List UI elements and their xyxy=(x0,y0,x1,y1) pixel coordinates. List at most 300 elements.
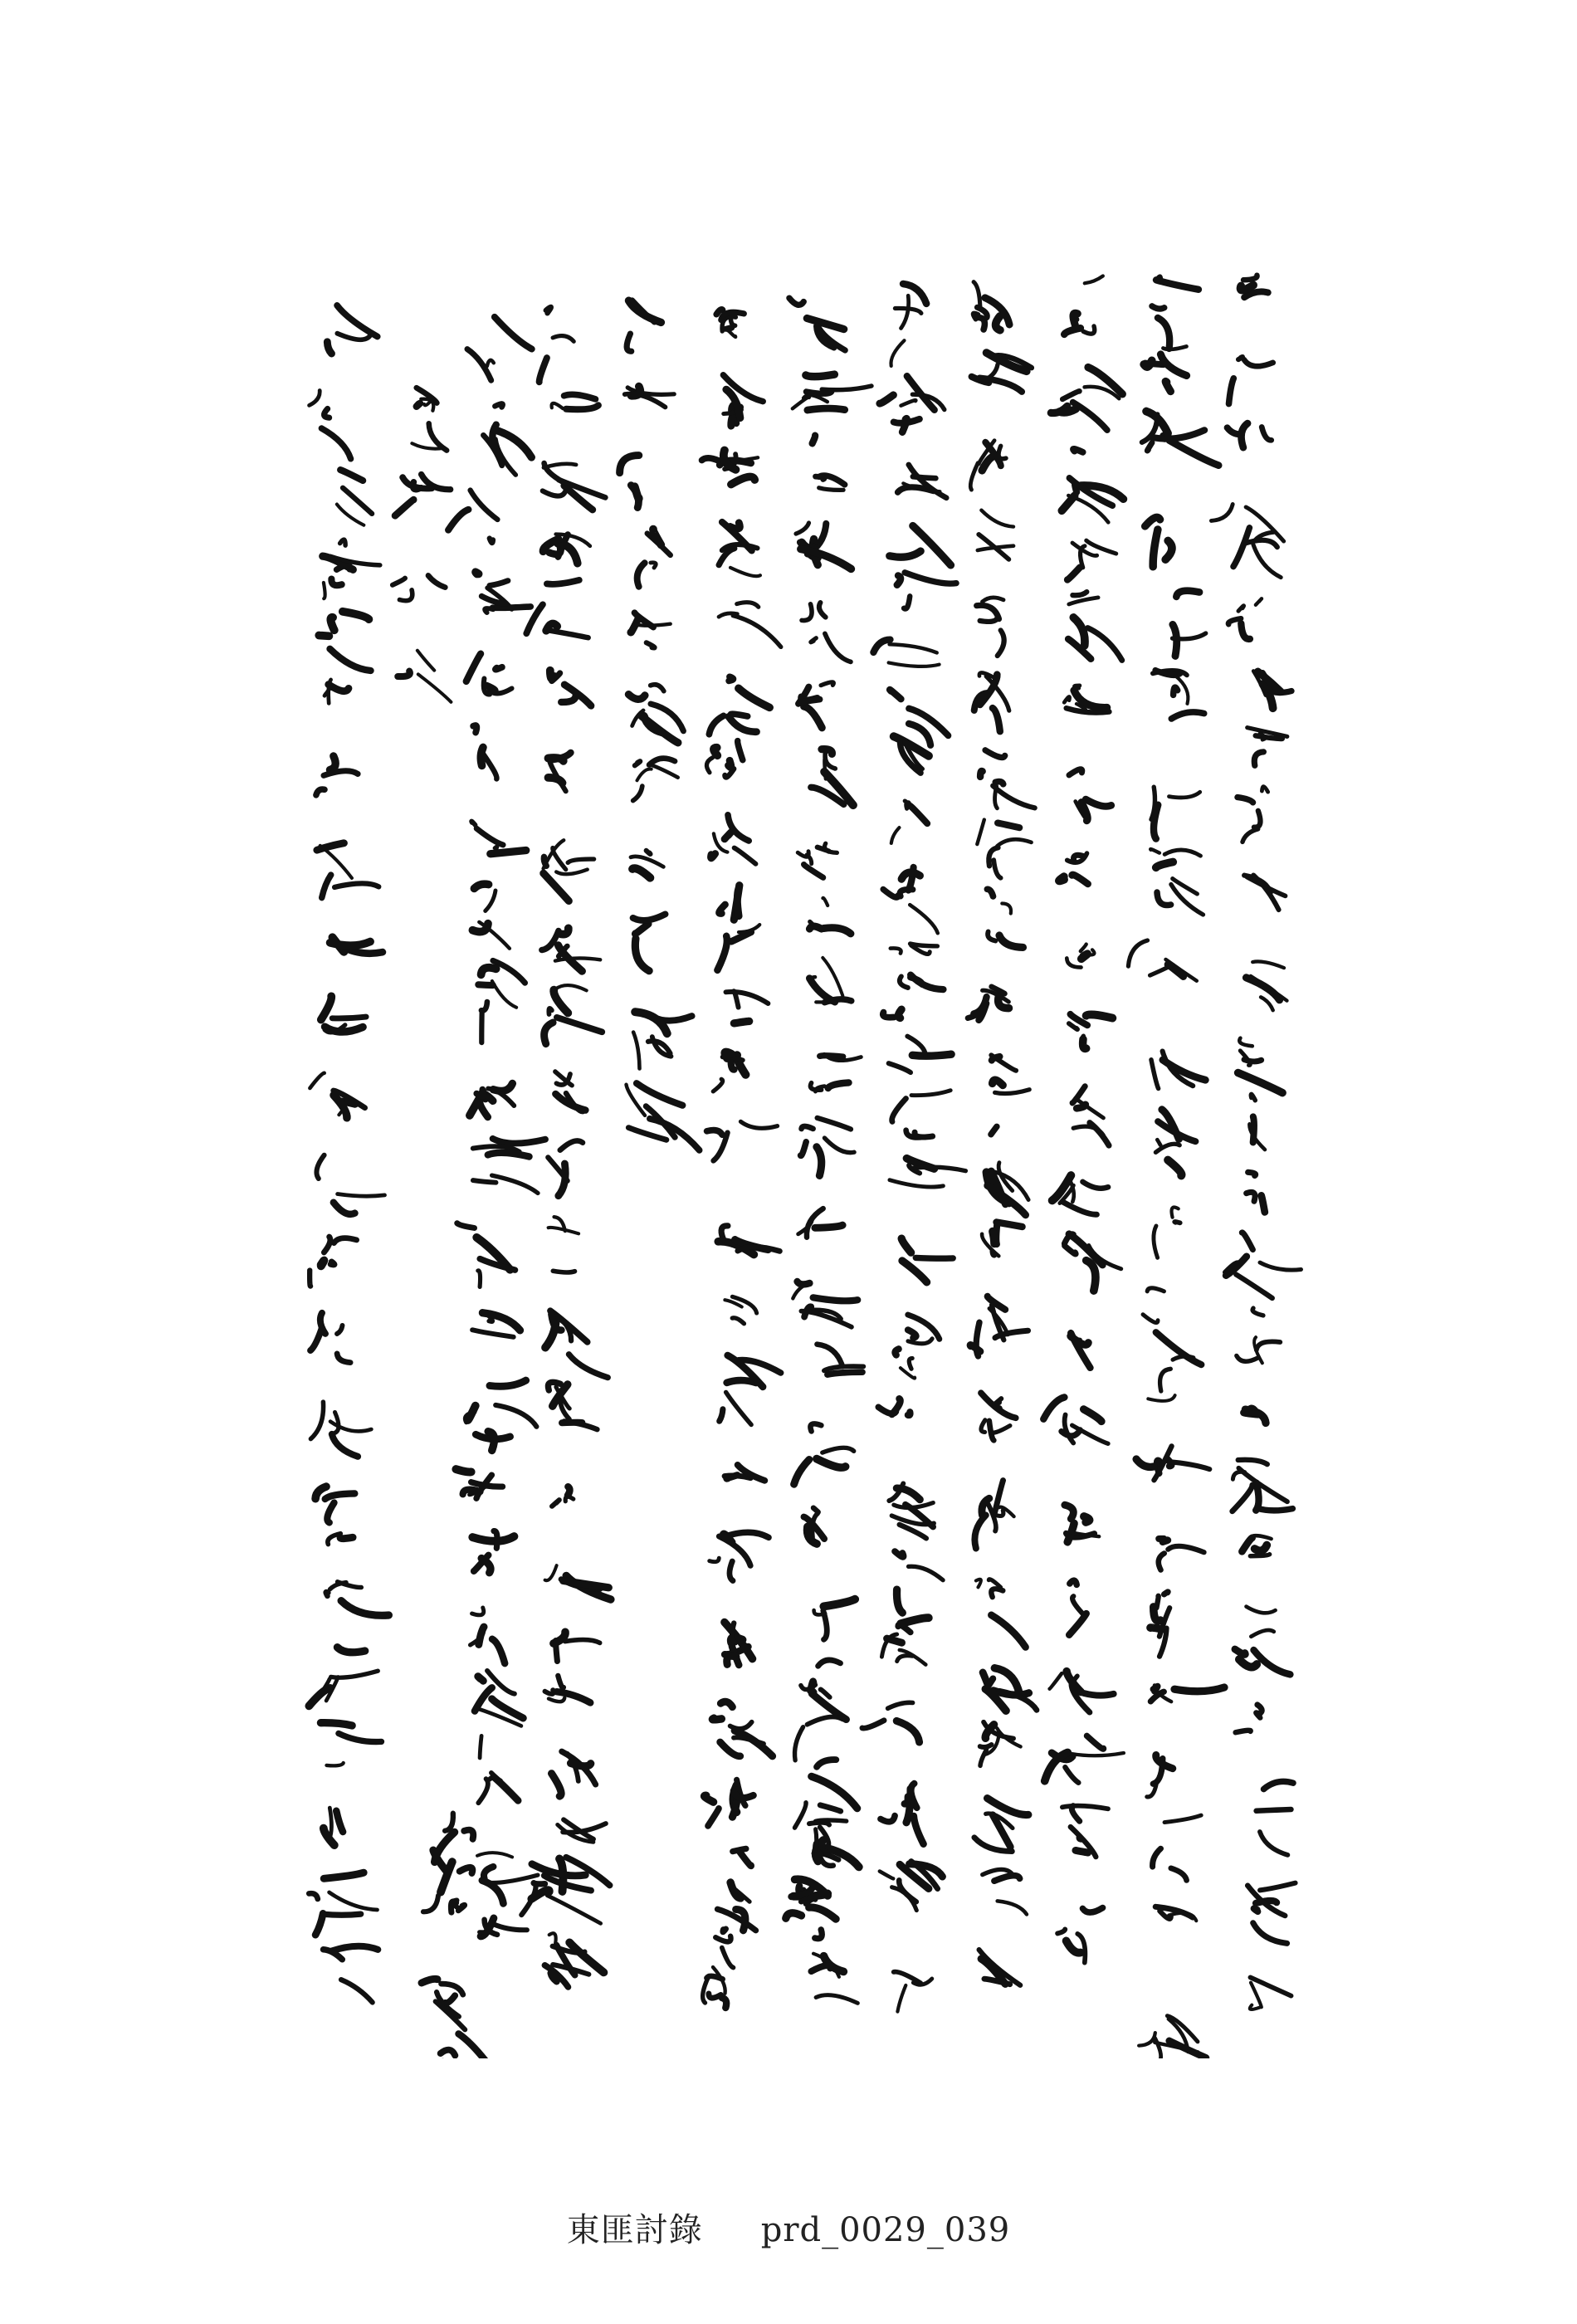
brush-stroke xyxy=(1153,1848,1161,1867)
brush-stroke xyxy=(633,914,666,920)
brush-stroke xyxy=(468,1406,476,1420)
brush-stroke xyxy=(1165,382,1170,392)
brush-stroke xyxy=(1233,1485,1252,1511)
brush-stroke xyxy=(547,580,579,584)
brush-stroke xyxy=(1072,875,1088,884)
brush-stroke xyxy=(1154,1226,1158,1257)
brush-stroke xyxy=(1082,1182,1108,1189)
brush-stroke xyxy=(334,883,378,886)
brush-stroke xyxy=(823,1448,854,1452)
brush-stroke xyxy=(1154,805,1158,839)
brush-stroke xyxy=(1236,1275,1272,1299)
brush-stroke xyxy=(733,1848,746,1851)
brush-stroke xyxy=(710,854,715,858)
brush-stroke xyxy=(1211,505,1233,521)
brush-stroke xyxy=(628,695,645,700)
brush-stroke xyxy=(1174,1687,1224,1692)
brush-stroke xyxy=(985,750,1005,758)
brush-stroke xyxy=(823,928,851,934)
brush-stroke xyxy=(702,458,719,461)
brush-stroke xyxy=(991,1426,1010,1433)
brush-stroke xyxy=(552,753,570,760)
brush-stroke xyxy=(915,1132,933,1137)
brush-stroke xyxy=(905,573,956,583)
brush-stroke xyxy=(995,1090,1030,1094)
brush-stroke xyxy=(999,935,1023,947)
brush-stroke xyxy=(633,786,642,801)
brush-stroke xyxy=(642,716,678,743)
brush-stroke xyxy=(720,1409,723,1421)
brush-stroke xyxy=(1262,1195,1265,1212)
brush-stroke xyxy=(720,1742,740,1756)
manuscript-column xyxy=(862,284,966,2012)
brush-stroke xyxy=(723,1929,726,1932)
brush-stroke xyxy=(478,1779,488,1803)
brush-stroke xyxy=(803,865,823,878)
brush-stroke xyxy=(481,1002,487,1010)
brush-stroke xyxy=(822,386,872,390)
brush-stroke xyxy=(1257,1508,1292,1511)
brush-stroke xyxy=(810,1423,821,1431)
brush-stroke xyxy=(708,1809,719,1826)
brush-stroke xyxy=(891,948,901,953)
brush-stroke xyxy=(735,848,756,864)
brush-stroke xyxy=(1247,1607,1276,1614)
brush-stroke xyxy=(890,1180,944,1187)
brush-stroke xyxy=(904,596,910,608)
brush-stroke xyxy=(905,1797,908,1804)
brush-stroke xyxy=(991,1589,1003,1597)
brush-stroke xyxy=(1084,1409,1101,1422)
brush-stroke xyxy=(911,975,943,990)
manuscript-column xyxy=(620,300,700,1150)
brush-stroke xyxy=(816,476,825,479)
brush-stroke xyxy=(789,298,803,305)
brush-stroke xyxy=(1059,876,1064,881)
brush-stroke xyxy=(729,760,731,767)
brush-stroke xyxy=(891,828,900,843)
brush-stroke xyxy=(722,1998,726,2008)
brush-stroke xyxy=(341,1980,373,2002)
brush-stroke xyxy=(545,1690,554,1694)
brush-stroke xyxy=(889,1063,911,1072)
brush-stroke xyxy=(1150,1628,1163,1629)
brush-stroke xyxy=(794,1727,803,1760)
brush-stroke xyxy=(998,630,1004,656)
brush-stroke xyxy=(895,1349,898,1355)
brush-stroke xyxy=(310,1329,322,1351)
brush-stroke xyxy=(549,1698,564,1702)
brush-stroke xyxy=(896,1721,919,1742)
brush-stroke xyxy=(320,1723,352,1726)
brush-stroke xyxy=(1164,1592,1169,1594)
brush-stroke xyxy=(801,549,852,569)
brush-stroke xyxy=(817,1760,836,1767)
handwritten-manuscript-image xyxy=(232,249,1345,2058)
manuscript-column xyxy=(703,1967,727,2008)
brush-stroke xyxy=(974,282,980,307)
brush-stroke xyxy=(891,340,904,366)
brush-stroke xyxy=(473,725,476,733)
brush-stroke xyxy=(330,649,370,671)
brush-stroke xyxy=(897,1589,903,1613)
brush-stroke xyxy=(1254,1908,1258,1911)
brush-stroke xyxy=(900,890,913,896)
brush-stroke xyxy=(1086,1261,1096,1291)
brush-stroke xyxy=(1252,1308,1263,1316)
brush-stroke xyxy=(316,1155,324,1179)
brush-stroke xyxy=(478,1677,483,1681)
brush-stroke xyxy=(484,1867,493,1878)
brush-stroke xyxy=(398,671,410,676)
brush-stroke xyxy=(987,889,993,896)
brush-stroke xyxy=(725,328,732,330)
brush-stroke xyxy=(1070,1580,1077,1584)
brush-stroke xyxy=(1253,1923,1287,1944)
brush-stroke xyxy=(627,334,632,351)
brush-stroke xyxy=(332,1017,366,1018)
brush-stroke xyxy=(1256,1712,1260,1717)
brush-stroke xyxy=(726,1392,752,1424)
brush-stroke xyxy=(1168,1160,1181,1176)
brush-stroke xyxy=(991,1126,997,1135)
brush-stroke xyxy=(726,1475,737,1478)
brush-stroke xyxy=(1067,568,1080,580)
brush-stroke xyxy=(568,859,593,862)
brush-stroke xyxy=(1256,735,1282,739)
brush-stroke xyxy=(823,898,828,906)
brush-stroke xyxy=(1243,1413,1257,1414)
brush-stroke xyxy=(336,1811,343,1832)
brush-stroke xyxy=(705,1795,714,1802)
brush-stroke xyxy=(901,1618,929,1623)
brush-stroke xyxy=(330,1262,334,1265)
brush-stroke xyxy=(897,1985,906,2012)
brush-stroke xyxy=(1069,769,1082,775)
brush-stroke xyxy=(331,579,341,586)
brush-stroke xyxy=(738,741,743,760)
manuscript-column xyxy=(786,298,872,1919)
brush-stroke xyxy=(493,607,531,608)
brush-stroke xyxy=(1250,1555,1269,1556)
brush-stroke xyxy=(1169,441,1218,466)
brush-stroke xyxy=(480,1932,487,1934)
brush-stroke xyxy=(327,1763,344,1765)
brush-stroke xyxy=(566,405,598,409)
brush-stroke xyxy=(393,579,405,585)
brush-stroke xyxy=(1236,1731,1251,1733)
brush-stroke xyxy=(496,1405,536,1427)
brush-stroke xyxy=(1251,1630,1273,1637)
brush-stroke xyxy=(993,708,1000,731)
brush-stroke xyxy=(1238,1460,1267,1464)
brush-stroke xyxy=(549,778,563,783)
brush-stroke xyxy=(1147,1288,1164,1291)
brush-stroke xyxy=(807,319,843,330)
brush-stroke xyxy=(1260,1883,1296,1891)
brush-stroke xyxy=(1065,1415,1074,1443)
brush-stroke xyxy=(486,891,496,911)
brush-stroke xyxy=(330,618,334,630)
brush-stroke xyxy=(912,1054,951,1056)
brush-stroke xyxy=(735,1731,772,1756)
brush-stroke xyxy=(1062,496,1074,510)
brush-stroke xyxy=(478,1271,481,1287)
brush-stroke xyxy=(330,756,336,770)
brush-stroke xyxy=(795,1803,807,1828)
brush-stroke xyxy=(1077,1105,1086,1109)
brush-stroke xyxy=(995,782,1003,784)
brush-stroke xyxy=(337,505,364,525)
brush-stroke xyxy=(710,1558,720,1562)
brush-stroke xyxy=(796,523,809,534)
brush-stroke xyxy=(493,1924,527,1930)
brush-stroke xyxy=(1257,1341,1281,1350)
brush-stroke xyxy=(481,968,496,975)
brush-stroke xyxy=(909,1358,912,1369)
brush-stroke xyxy=(828,1372,862,1374)
brush-stroke xyxy=(647,642,655,647)
brush-stroke xyxy=(709,715,723,734)
footer-code: prd_0029_039 xyxy=(760,2211,1011,2249)
brush-stroke xyxy=(1168,1546,1204,1552)
brush-stroke xyxy=(547,1896,600,1924)
brush-stroke xyxy=(1176,591,1199,597)
brush-stroke xyxy=(489,1875,538,1882)
brush-stroke xyxy=(338,1194,385,1197)
brush-stroke xyxy=(429,423,447,450)
brush-stroke xyxy=(890,644,937,652)
brush-stroke xyxy=(460,1868,473,1873)
brush-stroke xyxy=(492,1175,538,1193)
brush-stroke xyxy=(983,598,1004,602)
brush-stroke xyxy=(820,1805,841,1811)
brush-stroke xyxy=(564,394,596,399)
brush-stroke xyxy=(908,1412,911,1415)
brush-stroke xyxy=(1143,1315,1158,1323)
manuscript-column xyxy=(1128,276,1224,2058)
brush-stroke xyxy=(338,1582,362,1588)
brush-stroke xyxy=(1229,378,1234,404)
brush-stroke xyxy=(732,1318,744,1324)
brush-stroke xyxy=(1172,1208,1179,1218)
brush-stroke xyxy=(740,1852,751,1866)
brush-stroke xyxy=(1264,1781,1294,1789)
manuscript-column xyxy=(702,310,781,1968)
brush-stroke xyxy=(1241,286,1254,290)
brush-stroke xyxy=(1252,961,1284,968)
brush-stroke xyxy=(1239,1659,1257,1667)
brush-stroke xyxy=(445,1814,453,1831)
brush-stroke xyxy=(1151,1060,1159,1089)
brush-stroke xyxy=(340,1537,353,1538)
brush-stroke xyxy=(480,1736,481,1758)
brush-stroke xyxy=(331,1946,378,1951)
brush-stroke xyxy=(1260,1832,1288,1855)
brush-stroke xyxy=(1084,1516,1089,1522)
brush-stroke xyxy=(801,1142,807,1156)
brush-stroke xyxy=(970,1345,980,1351)
brush-stroke xyxy=(423,1896,438,1912)
brush-stroke xyxy=(898,1009,901,1018)
brush-stroke xyxy=(457,1223,475,1228)
brush-stroke xyxy=(1261,997,1273,1010)
brush-stroke xyxy=(997,839,1031,846)
brush-stroke xyxy=(337,1326,343,1334)
brush-stroke xyxy=(730,714,747,716)
brush-stroke xyxy=(490,581,508,586)
brush-stroke xyxy=(889,662,940,666)
brush-stroke xyxy=(810,1681,813,1691)
brush-stroke xyxy=(1165,541,1172,560)
brush-stroke xyxy=(714,748,717,755)
brush-stroke xyxy=(828,1082,849,1088)
brush-stroke xyxy=(1251,1094,1255,1100)
brush-stroke xyxy=(909,465,946,498)
brush-stroke xyxy=(1082,1908,1102,1913)
brush-stroke xyxy=(337,334,369,340)
brush-stroke xyxy=(913,526,951,565)
brush-stroke xyxy=(1050,1673,1062,1689)
brush-stroke xyxy=(324,1872,364,1878)
brush-stroke xyxy=(725,832,731,839)
brush-stroke xyxy=(1077,1934,1085,1963)
brush-stroke xyxy=(343,612,369,619)
brush-stroke xyxy=(1151,430,1204,438)
brush-stroke xyxy=(418,674,452,701)
brush-stroke xyxy=(977,605,999,618)
brush-stroke xyxy=(911,1091,950,1096)
brush-stroke xyxy=(808,1716,843,1724)
brush-stroke xyxy=(911,806,927,823)
brush-stroke xyxy=(998,1901,1027,1914)
brush-stroke xyxy=(340,470,363,481)
brush-stroke xyxy=(471,821,476,825)
brush-stroke xyxy=(1065,1246,1076,1254)
brush-stroke xyxy=(794,1460,809,1485)
brush-stroke xyxy=(1256,1483,1258,1511)
brush-stroke xyxy=(726,992,769,1003)
brush-stroke xyxy=(727,1380,756,1383)
brush-stroke xyxy=(1243,276,1257,281)
brush-stroke xyxy=(730,568,760,576)
brush-stroke xyxy=(324,1237,330,1252)
brush-stroke xyxy=(1240,1051,1250,1066)
footer-title: 東匪討錄 xyxy=(566,2211,703,2249)
brush-stroke xyxy=(1152,306,1164,309)
brush-stroke xyxy=(557,1018,603,1033)
brush-stroke xyxy=(428,575,445,587)
brush-stroke xyxy=(994,860,1000,878)
brush-stroke xyxy=(1242,1538,1252,1551)
brush-stroke xyxy=(1243,829,1258,842)
brush-stroke xyxy=(976,1579,981,1588)
brush-stroke xyxy=(977,820,984,845)
brush-stroke xyxy=(707,1130,723,1135)
brush-stroke xyxy=(1145,517,1160,526)
brush-stroke xyxy=(991,1615,1025,1648)
brush-stroke xyxy=(1086,540,1116,554)
brush-stroke xyxy=(556,870,588,875)
brush-stroke xyxy=(565,1640,600,1643)
brush-stroke xyxy=(873,640,890,652)
brush-stroke xyxy=(441,2050,456,2056)
brush-stroke xyxy=(720,1702,732,1706)
brush-stroke xyxy=(909,1566,944,1580)
brush-stroke xyxy=(1090,1123,1109,1145)
brush-stroke xyxy=(633,1033,639,1069)
brush-stroke xyxy=(399,590,412,601)
brush-stroke xyxy=(1156,280,1199,290)
brush-stroke xyxy=(549,1008,552,1014)
brush-stroke xyxy=(988,932,995,941)
brush-stroke xyxy=(914,1816,924,1844)
brush-stroke xyxy=(456,1469,471,1472)
brush-stroke xyxy=(1164,1815,1201,1823)
brush-stroke xyxy=(637,769,652,780)
manuscript-column xyxy=(1043,276,1124,1963)
brush-stroke xyxy=(545,1565,557,1580)
brush-stroke xyxy=(1072,1753,1124,1755)
brush-stroke xyxy=(340,540,346,545)
brush-stroke xyxy=(811,638,816,642)
brush-stroke xyxy=(330,1892,378,1910)
brush-stroke xyxy=(321,428,350,459)
brush-stroke xyxy=(552,403,564,408)
brush-stroke xyxy=(544,873,569,901)
brush-stroke xyxy=(996,316,1000,330)
brush-stroke xyxy=(730,1561,733,1581)
manuscript-brush-strokes xyxy=(232,249,1345,2058)
brush-stroke xyxy=(459,2034,493,2058)
manuscript-column xyxy=(448,317,545,1936)
brush-stroke xyxy=(635,1012,667,1033)
brush-stroke xyxy=(334,1238,356,1243)
brush-stroke xyxy=(1062,391,1079,399)
brush-stroke xyxy=(1081,945,1086,951)
brush-stroke xyxy=(819,603,826,618)
brush-stroke xyxy=(1085,276,1103,284)
brush-stroke xyxy=(1241,623,1250,639)
brush-stroke xyxy=(334,1203,355,1214)
brush-stroke xyxy=(993,1232,994,1244)
brush-stroke xyxy=(343,488,372,514)
brush-stroke xyxy=(707,1976,723,1980)
brush-stroke xyxy=(435,1832,455,1862)
brush-stroke xyxy=(1251,976,1287,1001)
brush-stroke xyxy=(569,1355,608,1378)
brush-stroke xyxy=(560,1140,583,1150)
brush-stroke xyxy=(888,1702,913,1708)
brush-stroke xyxy=(553,336,574,342)
brush-stroke xyxy=(1145,364,1164,365)
brush-stroke xyxy=(1002,904,1011,914)
brush-stroke xyxy=(734,1737,764,1744)
brush-stroke xyxy=(487,360,494,366)
brush-stroke xyxy=(544,1023,554,1044)
brush-stroke xyxy=(719,905,725,914)
brush-stroke xyxy=(1174,687,1178,695)
brush-stroke xyxy=(1239,1038,1252,1047)
brush-stroke xyxy=(819,488,843,491)
brush-stroke xyxy=(717,936,726,970)
brush-stroke xyxy=(310,1402,323,1439)
brush-stroke xyxy=(647,851,651,854)
brush-stroke xyxy=(1148,1395,1174,1401)
brush-stroke xyxy=(998,823,1019,828)
brush-stroke xyxy=(316,789,325,795)
brush-stroke xyxy=(442,1984,463,1994)
